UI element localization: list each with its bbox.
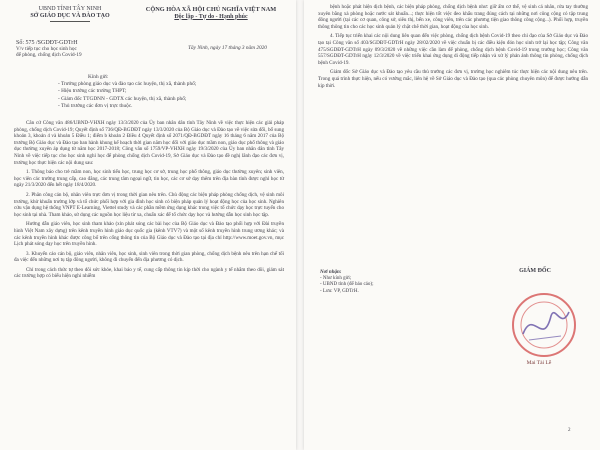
issuer-header <box>10 6 130 22</box>
document-number-block <box>16 40 146 59</box>
national-title: CỘNG HÒA XÃ HỘI CHỦ NGHĨA VIỆT NAM <box>145 6 277 13</box>
distribution-item: - Lưu: VP, GDTrH. <box>320 288 359 294</box>
body-paragraph: Hướng dẫn giáo viên, học sinh tham khảo (xỉn phát sóng các bài học của Bộ Giáo dục và Đào tạo phối hợp với Đài truyền hình Việt Nam xây dựng) trên kênh truyền hình giáo dục quốc gia (kênh VTV7) và một số kênh truyền hình trung ương khác; và các kênh truyền hình khác được công bố trên cổng thông tin của Bộ Giáo dục và Đào tạo tại địa chỉ http://www.moet.gov.vn, mục Lịch phát sóng dạy học trên truyền hình. <box>14 221 284 248</box>
recipient-item: - Trưởng phòng giáo dục và đào tạo các huyện, thị xã, thành phố; <box>58 81 197 88</box>
issuer-province: UBND TỈNH TÂY NINH <box>38 6 102 12</box>
subject-line-2: để phòng, chống dịch Covid-19 <box>16 52 82 59</box>
body-paragraph: 1. Thông báo cho trẻ mầm non, học sinh tiểu học, trung học cơ sở, trung học phổ thông, giáo dục thường xuyên; sinh viên, học viên các trường trung cấp, cao đẳng, các trung tâm ngoại ngữ, tin học, các cơ sở dạy thêm trên địa bàn tỉnh được nghỉ học từ ngày 21/3/2020 đến hết ngày 18/4/2020. <box>14 169 284 189</box>
distribution-item: - Như kính gửi; <box>320 276 352 282</box>
signer-name: Mai Tài Lễ <box>526 360 552 366</box>
subject-line-1: V/v tiếp tục cho học sinh học <box>16 46 77 53</box>
body-paragraph: 4. Tiếp tục triển khai các nội dung liên quan đến việc phòng, chống dịch bệnh Covid-19 theo chỉ đạo của Sở Giáo dục và Đào tạo tại Công văn số 403/SGDĐT-GDTrH ngày 28/02/2020 về việc chuẩn bị các điều kiện đón học sinh trở lại học tập; Công văn 475/SGDĐT-GDTrH ngày 09/3/2020 về những việc cần làm để phòng, chống dịch bệnh Covid-19 trong trường học; Công văn 557/SGDĐT-GDTrH ngày 12/3/2020 về việc triển khai ứng dụng di động tiếp nhận và xử lý phản ánh thông tin phòng, chống dịch bệnh Covid-19. <box>318 33 588 66</box>
header-underline <box>50 21 90 22</box>
issuer-department: SỞ GIÁO DỤC VÀ ĐÀO TẠO <box>30 13 110 19</box>
document-date: Tây Ninh, ngày 17 tháng 3 năm 2020 <box>188 45 267 51</box>
signature-stroke <box>523 312 569 334</box>
recipient-item: - Thủ trưởng các đơn vị trực thuộc. <box>58 102 133 109</box>
distribution-title: Nơi nhận: <box>320 270 342 275</box>
document-page-1 <box>0 0 296 450</box>
body-paragraph: Chỉ trong cách thức tự theo dõi sức khỏe, khai báo y tế, cung cấp thông tin kịp thời cho ngành y tế nhằm theo dõi, giám sát các trường hợp có biểu hiện nghi nhiễm <box>14 266 284 280</box>
recipient-item: - Giám đốc TTGDNN - GDTX các huyện, thị xã, thành phố; <box>58 95 187 102</box>
body-paragraph: 2. Phân công cán bộ, nhân viên trực đơn vị trong thời gian nêu trên. Chủ động các biện pháp phòng chống dịch, vệ sinh môi trường, khử khuẩn trường lớp và tổ chức phối hợp với gia đình học sinh có biện pháp quản lý hoạt động học của học sinh. Nghiên cứu vận dụng hệ thống VNPT E-Learning, Viettel study và các phần mềm ứng dụng khác trong việc tổ chức dạy học trực tuyến cho học sinh tại nhà. Tham khảo, sử dụng các nguồn học liệu từ xa, chuẩn xác để tổ chức dạy học và hướng dẫn học sinh học tập. <box>14 191 284 218</box>
recipient-item: - Hiệu trưởng các trường THPT; <box>58 88 127 95</box>
body-paragraph: Giám đốc Sở Giáo dục và Đào tạo yêu cầu thủ trưởng các đơn vị, trường học nghiêm túc thực hiện các nội dung nêu trên. Trong quá trình thực hiện, nếu có vướng mắc, liên hệ về Sở Giáo dục và Đào tạo (qua các phòng chuyên môn) để được hướng dẫn kịp thời. <box>318 69 588 89</box>
signature-title: GIÁM ĐỐC <box>519 268 551 274</box>
document-body-page-1 <box>14 120 284 283</box>
body-paragraph: Căn cứ Công văn 486/UBND-VHXH ngày 13/3/2020 của Ủy ban nhân dân tỉnh Tây Ninh về việc thực hiện các giải pháp phòng, chống dịch Covid-19; Quyết định số 736/QĐ-BGDĐT ngày 13/3/2020 của Bộ Giáo dục và Đào tạo về việc sửa đổi, bổ sung khoản 3, khoản 4 và khoản 5 Điều 1; điểm b khoản 2 Điều 4 Quyết định số 2071/QĐ-BGDĐT ngày 16 tháng 6 năm 2017 của Bộ trưởng Bộ Giáo dục và Đào tạo ban hành khung kế hoạch thời gian năm học đối với giáo dục mầm non, giáo dục phổ thông và giáo dục thường xuyên áp dụng từ năm học 2017-2018; Công văn số 1759/VP-VHXH ngày 19/3/2020 của Ủy ban nhân dân tỉnh Tây Ninh về việc tiếp tục cho học sinh nghỉ học để phòng chống dịch Covid-19, Sở Giáo dục và Đào tạo đề nghị lãnh đạo các đơn vị, trường học thực hiện các nội dung sau: <box>14 120 284 166</box>
body-paragraph: bệnh hoặc phát hiện dịch bệnh, các biện pháp phòng, chống dịch bệnh như: giữ ấm cơ thể, vệ sinh cá nhân, rửa tay thường xuyên bằng xà phòng hoặc nước sát khuẩn...; thực hiện tốt việc đeo khẩu trang đúng cách tại những nơi công cộng có tập trung đông người (tại các cơ quan, công sở, siêu thị, bến xe, công viên, trên các phương tiện giao thông công cộng...). Phối hợp, truyền thông thông tin cho các học sinh quản lý chặt chẽ thời gian, hoạt động của học sinh. <box>318 4 588 30</box>
official-seal-icon <box>509 290 579 360</box>
document-page-2 <box>304 0 600 450</box>
document-number: Số: 575 /SGDĐT-GDTrH <box>16 40 78 46</box>
national-header <box>128 6 294 21</box>
distribution-item: - UBND tỉnh (để báo cáo); <box>320 282 374 288</box>
document-body-page-2 <box>318 4 588 92</box>
recipients-title: Kính gửi: <box>88 74 109 80</box>
recipients-block <box>58 74 268 110</box>
page-number: 2 <box>568 428 571 433</box>
body-paragraph: 3. Khuyến cáo cán bộ, giáo viên, nhân viên, học sinh, sinh viên trong thời gian phòng, chống dịch bệnh nêu trên hạn chế tối đa việc đến những nơi tụ tập đông người, không đi chuyển đến địa phương có dịch. <box>14 250 284 264</box>
distribution-list <box>320 270 440 295</box>
national-motto: Độc lập - Tự do - Hạnh phúc <box>174 13 248 20</box>
